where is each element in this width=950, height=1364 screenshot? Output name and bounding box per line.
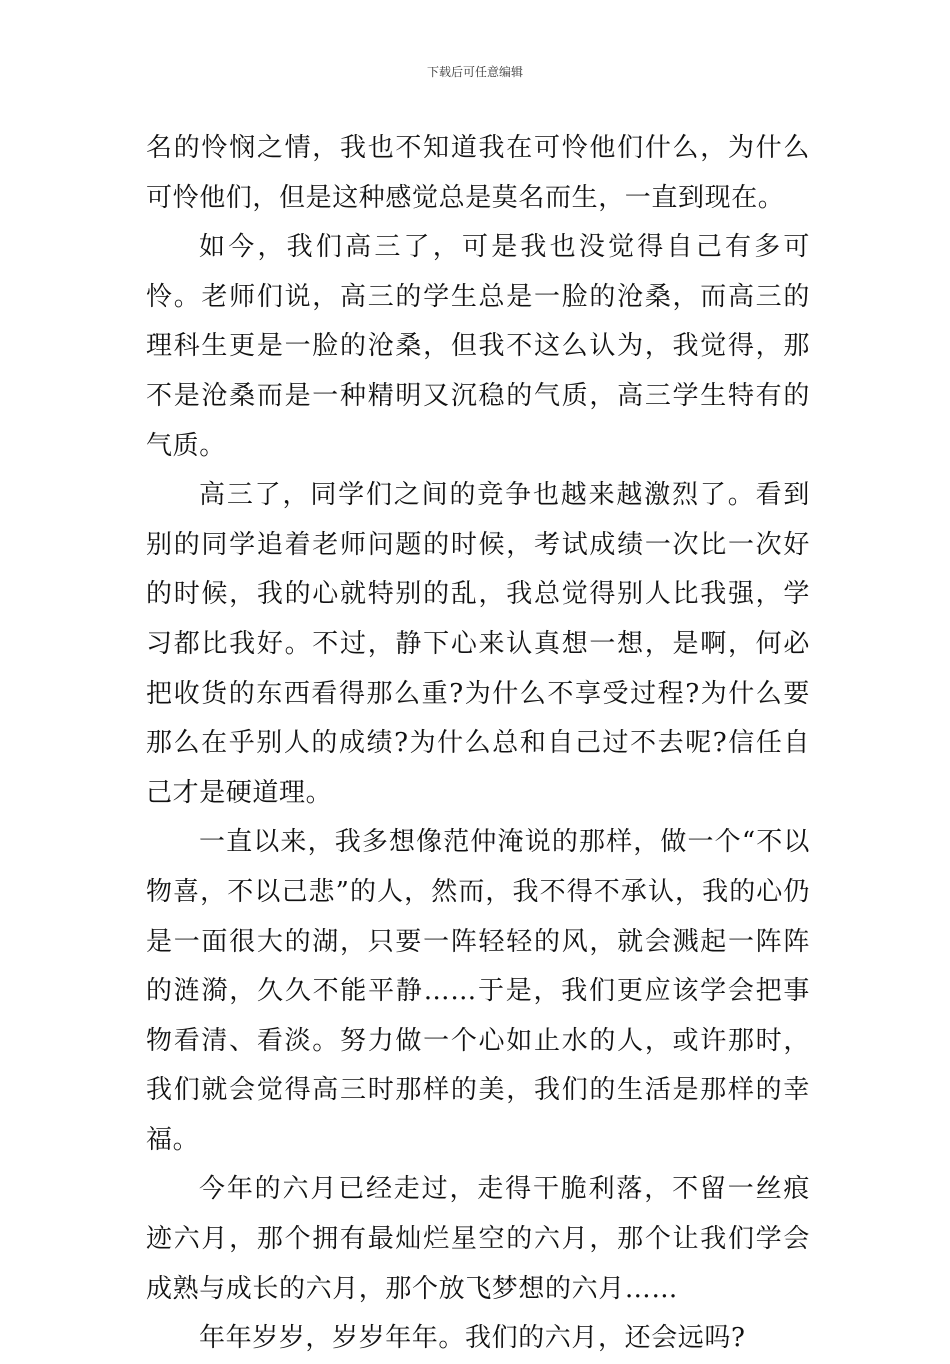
paragraph: 高三了，同学们之间的竞争也越来越激烈了。看到别的同学追着老师问题的时候，考试成绩一次比一次好的时候，我的心就特别的乱，我总觉得别人比我强，学习都比我好。不过，静下心来认真想一想，是啊，何必把收货的东西看得那么重?为什么不享受过程?为什么要那么在乎别人的成绩?为什么总和自己过不去呢?信任自己才是硬道理。: [146, 480, 810, 808]
paragraph: 如今，我们高三了，可是我也没觉得自己有多可怜。老师们说，高三的学生总是一脸的沧桑，而高三的理科生更是一脸的沧桑，但我不这么认为，我觉得，那不是沧桑而是一种精明又沉稳的气质，高三学生特有的气质。: [146, 232, 810, 461]
page-header: 下载后可任意编辑: [426, 65, 523, 79]
paragraph: 名的怜悯之情，我也不知道我在可怜他们什么，为什么可怜他们，但是这种感觉总是莫名而生，一直到现在。: [146, 133, 810, 213]
paragraph: 一直以来，我多想像范仲淹说的那样，做一个“不以物喜，不以己悲”的人，然而，我不得不承认，我的心仍是一面很大的湖，只要一阵轻轻的风，就会溅起一阵阵的涟漪，久久不能平静……于是，我们更应该学会把事物看清、看淡。努力做一个心如止水的人，或许那时，我们就会觉得高三时那样的美，我们的生活是那样的幸福。: [146, 827, 810, 1155]
document-body: [146, 124, 810, 1364]
paragraph: 年年岁岁，岁岁年年。我们的六月，还会远吗?: [199, 1323, 746, 1354]
paragraph: 今年的六月已经走过，走得干脆利落，不留一丝痕迹六月，那个拥有最灿烂星空的六月，那个让我们学会成熟与成长的六月，那个放飞梦想的六月……: [146, 1174, 810, 1304]
